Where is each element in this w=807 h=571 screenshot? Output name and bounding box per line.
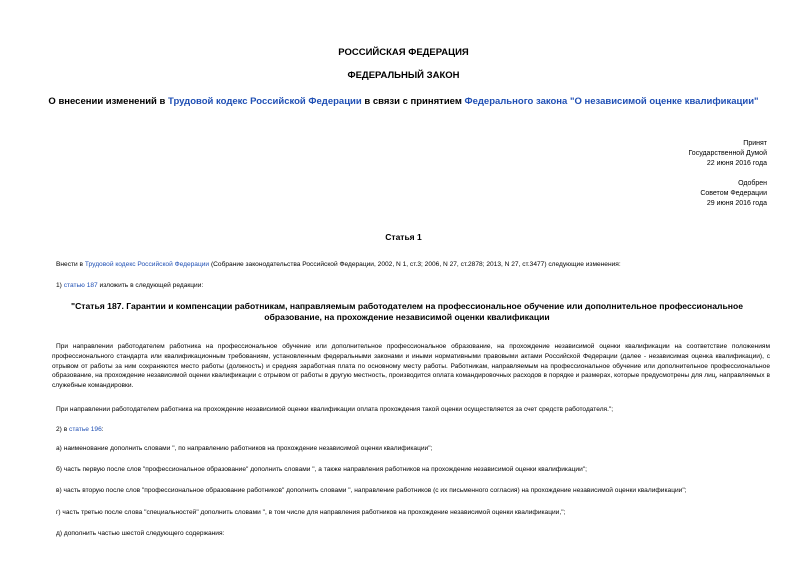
intro-labor-code-link[interactable]: Трудовой кодекс Российской Федерации bbox=[84, 261, 210, 268]
item-1-text-2: изложить в следующей редакции: bbox=[97, 282, 204, 289]
law-type-heading: ФЕДЕРАЛЬНЫЙ ЗАКОН bbox=[347, 70, 460, 81]
country-heading: РОССИЙСКАЯ ФЕДЕРАЦИЯ bbox=[338, 47, 469, 58]
title-text-2: в связи с принятием bbox=[361, 96, 465, 107]
article-187-paragraph-2: При направлении работодателем работника на прохождение независимой оценки квалификации оплата прохождения такой оценки осуществляется за счет средств работодателя."; bbox=[56, 406, 614, 413]
adopted-by: Государственной Думой bbox=[688, 150, 767, 157]
article-187-heading: "Статья 187. Гарантии и компенсации работникам, направляемым работодателем на профессиональное обучение или дополнительное профессиональное образование, на прохождение независимой оценки квалификации bbox=[71, 301, 743, 322]
item-1 bbox=[52, 281, 770, 291]
title-text-1: О внесении изменений в bbox=[48, 96, 169, 107]
item-2 bbox=[52, 425, 770, 435]
labor-code-link[interactable]: Трудовой кодекс Российской Федерации bbox=[168, 96, 362, 107]
sub-item-v: в) часть вторую после слов "профессиональное образование работников" дополнить словами ", направление работников (с их письменного согласия) на прохождение независимой оценки квалификации"; bbox=[56, 487, 687, 494]
adopted-label: Принят bbox=[743, 140, 767, 147]
adoption-block-council bbox=[700, 179, 767, 209]
approved-label: Одобрен bbox=[738, 180, 767, 187]
law-title bbox=[0, 96, 807, 107]
article-187-link[interactable]: статью 187 bbox=[63, 282, 98, 289]
item-2-text-2: : bbox=[101, 426, 104, 433]
article-187-paragraph-1: При направлении работодателем работника на профессиональное обучение или дополнительное профессиональное образование, на прохождение независимой оценки квалификации на соответствие положениям профессионального стандарта или квалификационным требованиям, установленным федеральными законами и иными нормативными правовыми актами Российской Федерации (далее - независимая оценка квалификации), с отрывом от работы за ним сохраняются место работы (должность) и средняя заработная плата по основному месту работы. Работникам, направляемым на профессиональное обучение или дополнительное профессиональное образование, на прохождение независимой оценки квалификации с отрывом от работы в другую местность, производится оплата командировочных расходов в порядке и размерах, которые предусмотрены для лиц, направляемых в служебные командировки. bbox=[52, 343, 770, 390]
intro-text-2: (Собрание законодательства Российской Федерации, 2002, N 1, ст.3; 2006, N 27, ст.2878; 2013, N 27, ст.3477) следующие изменения: bbox=[209, 261, 621, 268]
approved-date: 29 июня 2016 года bbox=[706, 200, 767, 207]
sub-item-g: г) часть третью после слова "специальностей" дополнить словами ", в том числе для направления работников на прохождение независимой оценки квалификации,"; bbox=[56, 509, 566, 516]
article-1-heading: Статья 1 bbox=[385, 232, 422, 242]
item-1-text-1: 1) bbox=[56, 282, 64, 289]
sub-item-d: д) дополнить частью шестой следующего содержания: bbox=[56, 530, 225, 537]
qualification-law-link[interactable]: Федерального закона "О независимой оценке квалификации" bbox=[464, 96, 759, 107]
article-1-intro bbox=[52, 260, 770, 270]
item-2-text-1: 2) в bbox=[56, 426, 70, 433]
adoption-block-duma bbox=[688, 139, 767, 169]
intro-text-1: Внести в bbox=[56, 261, 85, 268]
approved-by: Советом Федерации bbox=[700, 190, 767, 197]
sub-item-a: а) наименование дополнить словами ", по направлению работников на прохождение независимой оценки квалификации"; bbox=[56, 445, 433, 452]
sub-item-b: б) часть первую после слов "профессиональное образование" дополнить словами ", а также направления работников на прохождение независимой оценки квалификации"; bbox=[56, 466, 587, 473]
article-196-link[interactable]: статье 196 bbox=[69, 426, 102, 433]
adopted-date: 22 июня 2016 года bbox=[706, 160, 767, 167]
